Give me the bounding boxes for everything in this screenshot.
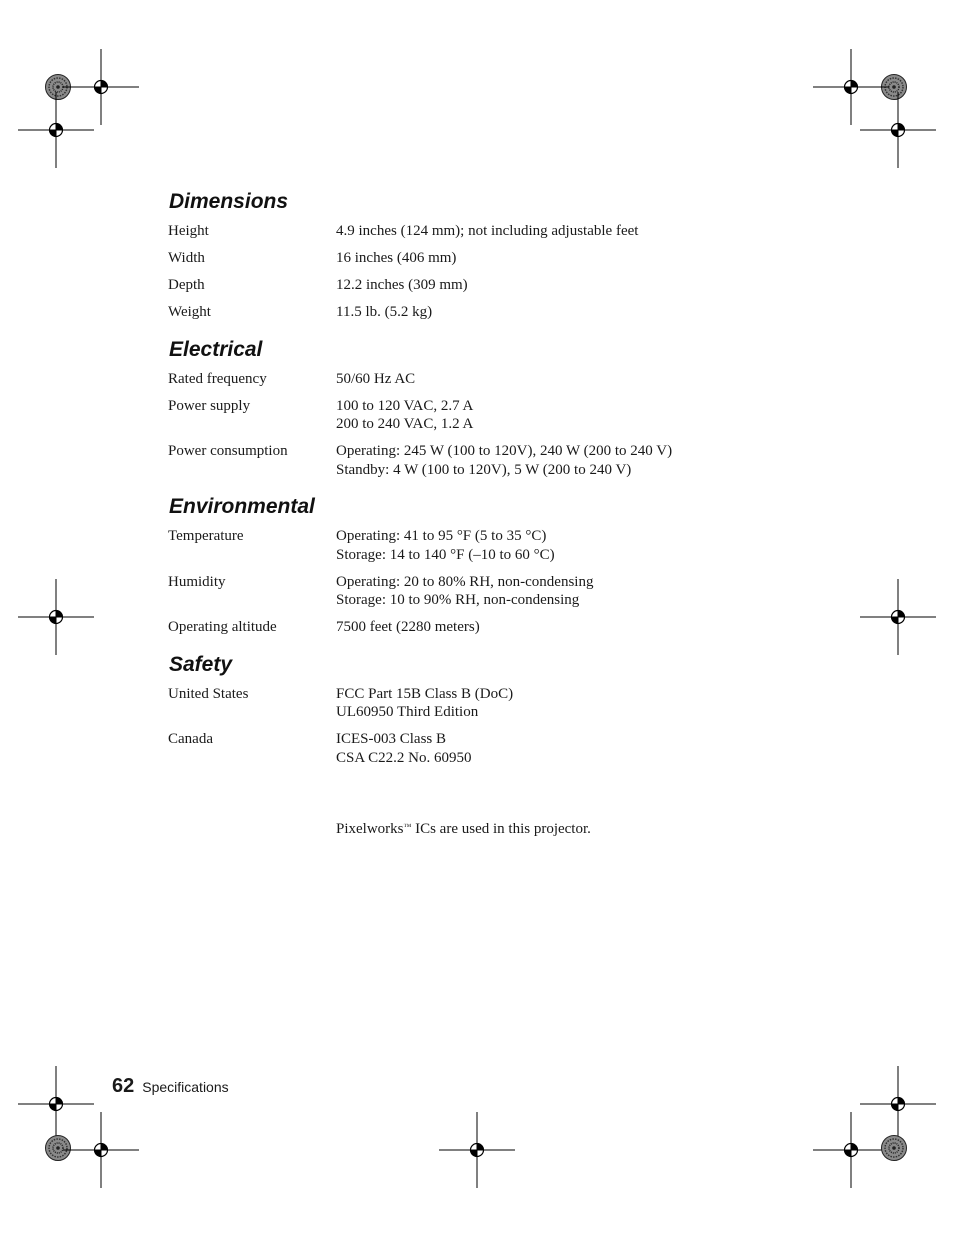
spec-value-line: ICES-003 Class B (336, 731, 447, 747)
spec-row (168, 222, 788, 241)
spec-value-line: 200 to 240 VAC, 1.2 A (336, 416, 474, 432)
spec-row (168, 730, 788, 767)
spec-value (336, 222, 788, 241)
spec-value-line: 4.9 inches (124 mm); not including adjustable feet (336, 223, 639, 239)
spec-value-line: Operating: 41 to 95 °F (5 to 35 °C) (336, 528, 547, 544)
spec-label: Power supply (168, 397, 251, 414)
spec-label: Humidity (168, 573, 226, 590)
spec-value-line: Operating: 245 W (100 to 120V), 240 W (200 to 240 V) (336, 443, 673, 459)
spec-value-line: CSA C22.2 No. 60950 (336, 749, 472, 766)
spec-value (336, 276, 788, 295)
spec-value-line: UL60950 Third Edition (336, 704, 479, 720)
section-title: Electrical (169, 337, 263, 361)
spec-label: Temperature (168, 528, 244, 544)
spec-row (168, 527, 788, 564)
trademark-symbol: ™ (403, 822, 412, 831)
spec-label: Width (168, 250, 205, 266)
spec-value (336, 249, 788, 268)
spec-row (168, 397, 788, 434)
spec-label: Depth (168, 277, 205, 293)
spec-value-line: 7500 feet (2280 meters) (336, 619, 480, 635)
spec-value-line: Operating: 20 to 80% RH, non-condensing (336, 573, 594, 590)
spec-content (168, 188, 788, 781)
page-footer (112, 1075, 229, 1098)
spec-label: Canada (168, 731, 213, 747)
spec-value-line: 50/60 Hz AC (336, 370, 416, 387)
spec-row (168, 249, 788, 268)
spec-row (168, 303, 788, 322)
spec-value (336, 303, 788, 322)
spec-label: Weight (168, 304, 211, 320)
spec-value-line: Storage: 14 to 140 °F (–10 to 60 °C) (336, 546, 555, 563)
spec-row (168, 370, 788, 389)
spec-label: United States (168, 685, 249, 702)
spec-value (336, 442, 788, 479)
spec-row (168, 442, 788, 479)
spec-value-line: FCC Part 15B Class B (DoC) (336, 685, 514, 702)
spec-value (336, 527, 788, 564)
spec-value (336, 573, 788, 610)
spec-label: Rated frequency (168, 370, 267, 387)
spec-value-line: Standby: 4 W (100 to 120V), 5 W (200 to 240 V) (336, 461, 632, 478)
spec-row (168, 573, 788, 610)
footer-section-label: Specifications (142, 1079, 229, 1095)
section-title: Dimensions (169, 190, 289, 213)
spec-value (336, 370, 788, 389)
spec-value-line: Storage: 10 to 90% RH, non-condensing (336, 592, 580, 608)
spec-value (336, 397, 788, 434)
page-number: 62 (112, 1075, 135, 1097)
spec-row (168, 685, 788, 722)
section-title: Safety (169, 652, 233, 676)
footnote (336, 820, 591, 838)
section-title: Environmental (169, 495, 315, 518)
spec-label: Height (168, 223, 209, 239)
spec-value-line: 11.5 lb. (5.2 kg) (336, 304, 433, 320)
spec-label: Operating altitude (168, 619, 277, 635)
spec-value (336, 618, 788, 637)
spec-label: Power consumption (168, 443, 288, 459)
section-environmental (168, 493, 788, 637)
section-dimensions (168, 188, 788, 322)
spec-value (336, 730, 788, 767)
spec-value-line: 16 inches (406 mm) (336, 250, 457, 266)
spec-value (336, 685, 788, 722)
footnote-brand: Pixelworks (336, 821, 404, 837)
spec-value-line: 12.2 inches (309 mm) (336, 277, 468, 293)
section-safety (168, 651, 788, 768)
footnote-text: ICs are used in this projector. (411, 821, 591, 837)
spec-value-line: 100 to 120 VAC, 2.7 A (336, 397, 474, 414)
section-electrical (168, 336, 788, 480)
spec-row (168, 276, 788, 295)
spec-row (168, 618, 788, 637)
